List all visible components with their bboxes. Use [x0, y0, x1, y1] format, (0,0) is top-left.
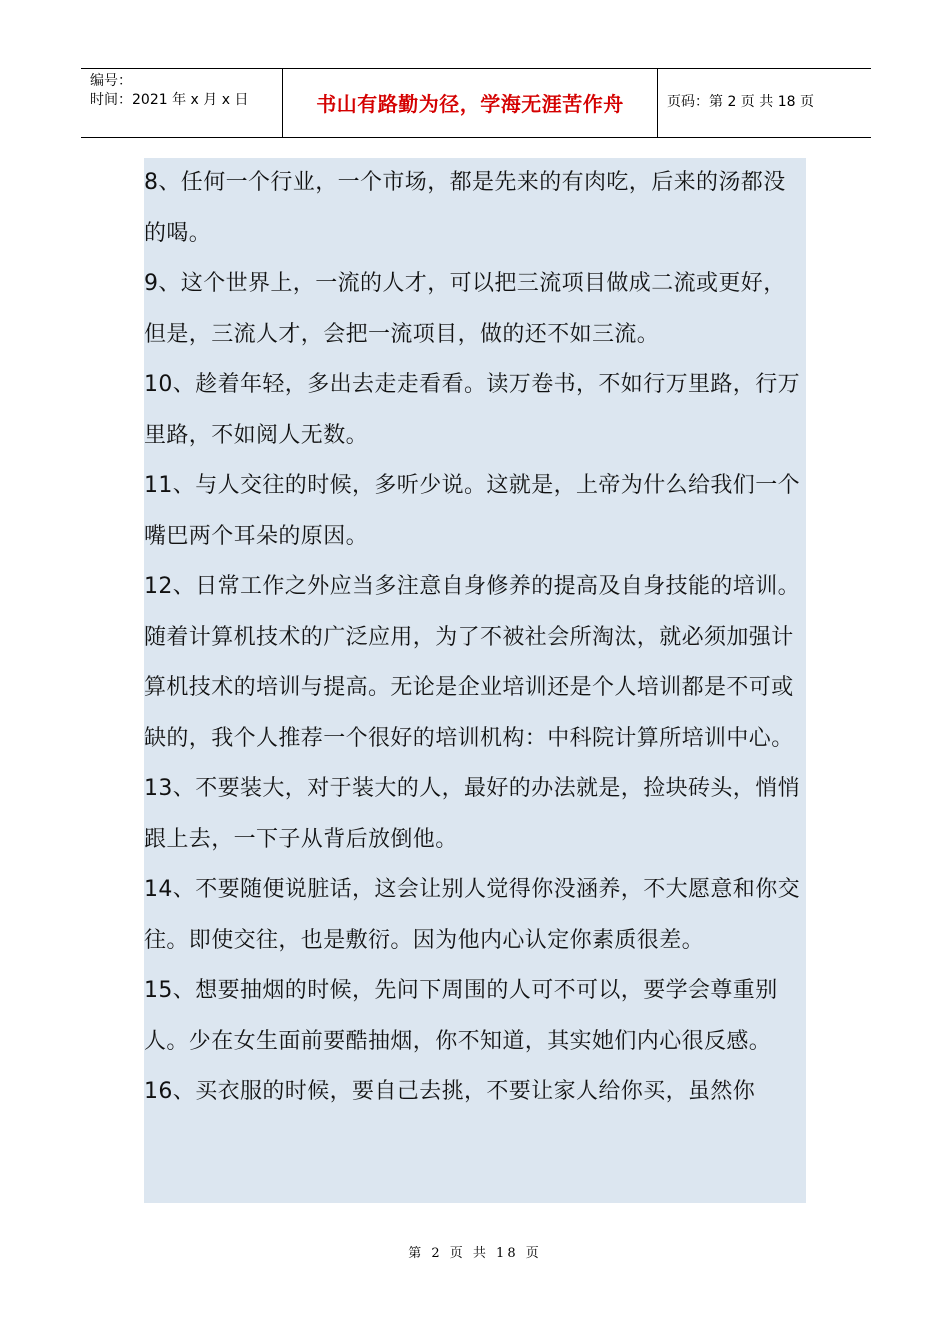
- content-body: [144, 158, 806, 1203]
- header-meta-cell: [81, 69, 282, 137]
- paragraph-9: 9、这个世界上，一流的人才，可以把三流项目做成二流或更好，但是，三流人才，会把一流项目，做的还不如三流。: [144, 271, 786, 347]
- paragraph-13: 13、不要装大，对于装大的人，最好的办法就是，捡块砖头，悄悄跟上去，一下子从背后放倒他。: [144, 776, 800, 852]
- paragraph-16: 16、买衣服的时候，要自己去挑，不要让家人给你买，虽然你: [144, 1079, 756, 1104]
- paragraph-10: 10、趁着年轻，多出去走走看看。读万卷书，不如行万里路，行万里路，不如阅人无数。: [144, 372, 800, 448]
- paragraph-14: 14、不要随便说脏话，这会让别人觉得你没涵养，不大愿意和你交往。即使交往，也是敷衍。因为他内心认定你素质很差。: [144, 877, 800, 953]
- header-motto-cell: [282, 69, 658, 137]
- date-line: 时间：2021 年 x 月 x 日: [90, 92, 249, 108]
- motto: 书山有路勤为径，学海无涯苦作舟: [316, 92, 624, 116]
- document-header: [81, 68, 871, 138]
- paragraph-11: 11、与人交往的时候，多听少说。这就是，上帝为什么给我们一个嘴巴两个耳朵的原因。: [144, 473, 800, 549]
- header-page-cell: [658, 69, 871, 137]
- paragraph-8: 8、任何一个行业，一个市场，都是先来的有肉吃，后来的汤都没的喝。: [144, 170, 786, 246]
- header-page-info: 页码：第 2 页 共 18 页: [667, 94, 814, 110]
- page-footer: 第 2 页 共 18 页: [408, 1246, 542, 1261]
- paragraph-15: 15、想要抽烟的时候，先问下周围的人可不可以，要学会尊重别人。少在女生面前要酷抽烟，你不知道，其实她们内心很反感。: [144, 978, 778, 1054]
- number-label: 编号：: [90, 73, 132, 89]
- paragraph-12: 12、日常工作之外应当多注意自身修养的提高及自身技能的培训。随着计算机技术的广泛应用，为了不被社会所淘汰，就必须加强计算机技术的培训与提高。无论是企业培训还是个人培训都是不可或缺的，我个人推荐一个很好的培训机构：中科院计算所培训中心。: [144, 574, 800, 751]
